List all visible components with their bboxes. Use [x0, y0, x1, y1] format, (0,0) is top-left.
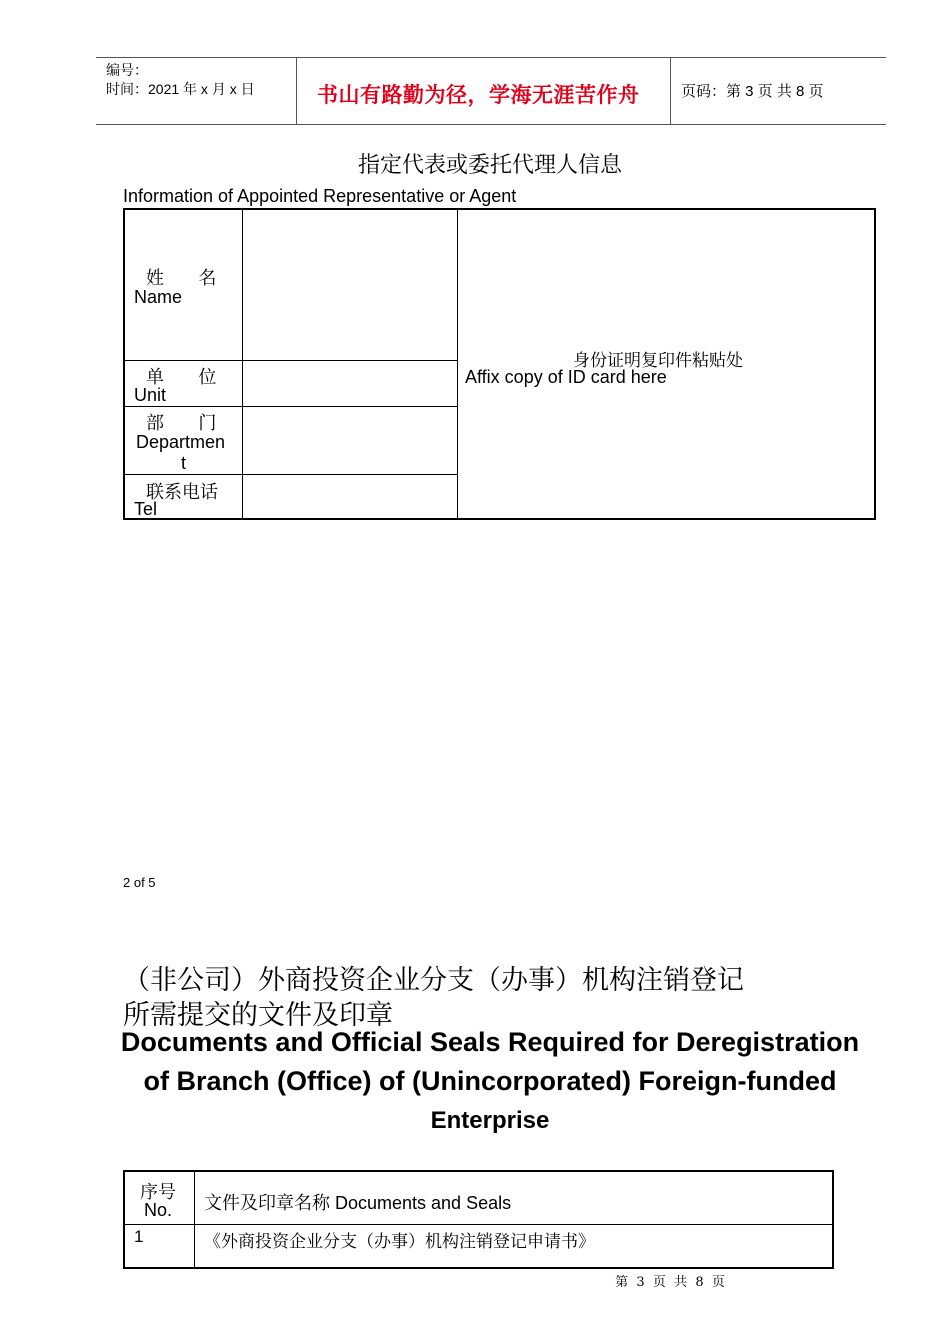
affix-label-en: Affix copy of ID card here [465, 367, 667, 387]
tel-value-cell[interactable] [244, 476, 456, 518]
page-code: 页码：第 3 页 共 8 页 [681, 83, 824, 100]
col-name-header: 文件及印章名称 Documents and Seals [204, 1193, 512, 1213]
agent-row-line-3 [125, 474, 458, 475]
name-label-en: Name [134, 287, 183, 307]
page-marker: 2 of 5 [123, 875, 156, 890]
docs-title-en-3: Enterprise [430, 1107, 550, 1134]
serial-label: 编号： [106, 62, 148, 78]
tel-label-cn: 联系电话 [146, 482, 218, 503]
unit-value-cell[interactable] [244, 362, 456, 405]
doc-row-line [125, 1224, 832, 1225]
agent-col-line-1 [242, 210, 243, 518]
department-value-cell[interactable] [244, 408, 456, 473]
agent-title-en: Information of Appointed Representative or Agent [123, 186, 517, 206]
agent-title-cn: 指定代表或委托代理人信息 [357, 153, 622, 178]
docs-title-en-2: of Branch (Office) of (Unincorporated) Foreign-funded [143, 1066, 837, 1096]
header-motto: 书山有路勤为径，学海无涯苦作舟 [317, 82, 640, 107]
row-1-no: 1 [134, 1227, 144, 1246]
name-label-cn: 姓 名 [146, 268, 217, 289]
header-divider-1 [296, 57, 297, 125]
header-bottom-rule [96, 124, 886, 125]
documents-table [123, 1170, 834, 1269]
agent-row-line-2 [125, 406, 458, 407]
agent-row-line-1 [125, 360, 458, 361]
department-label-cn: 部 门 [146, 413, 217, 434]
row-1-name: 《外商投资企业分支（办事）机构注销登记申请书》 [204, 1232, 595, 1252]
col-no-en: No. [144, 1200, 173, 1220]
time-label: 时间：2021 年 x 月 x 日 [106, 81, 255, 97]
agent-info-table [123, 208, 876, 520]
col-no-cn: 序号 [140, 1182, 176, 1203]
affix-label-cn: 身份证明复印件粘贴处 [573, 351, 743, 371]
docs-title-en-1: Documents and Official Seals Required for Deregistration [120, 1027, 860, 1057]
header-divider-2 [670, 57, 671, 125]
unit-label-cn: 单 位 [146, 367, 217, 388]
department-label-en-1: Departmen [136, 432, 226, 452]
department-label-en-2: t [181, 453, 187, 473]
tel-label-en: Tel [134, 499, 158, 519]
agent-col-line-2 [457, 210, 458, 518]
header-top-rule [96, 57, 886, 58]
unit-label-en: Unit [134, 385, 167, 405]
page-footer: 第 3 页 共 8 页 [615, 1275, 725, 1290]
docs-title-cn-2: 所需提交的文件及印章 [123, 1000, 393, 1031]
doc-col-line [194, 1172, 195, 1267]
docs-title-cn-1: （非公司）外商投资企业分支（办事）机构注销登记 [123, 965, 744, 996]
name-value-cell[interactable] [244, 210, 456, 359]
